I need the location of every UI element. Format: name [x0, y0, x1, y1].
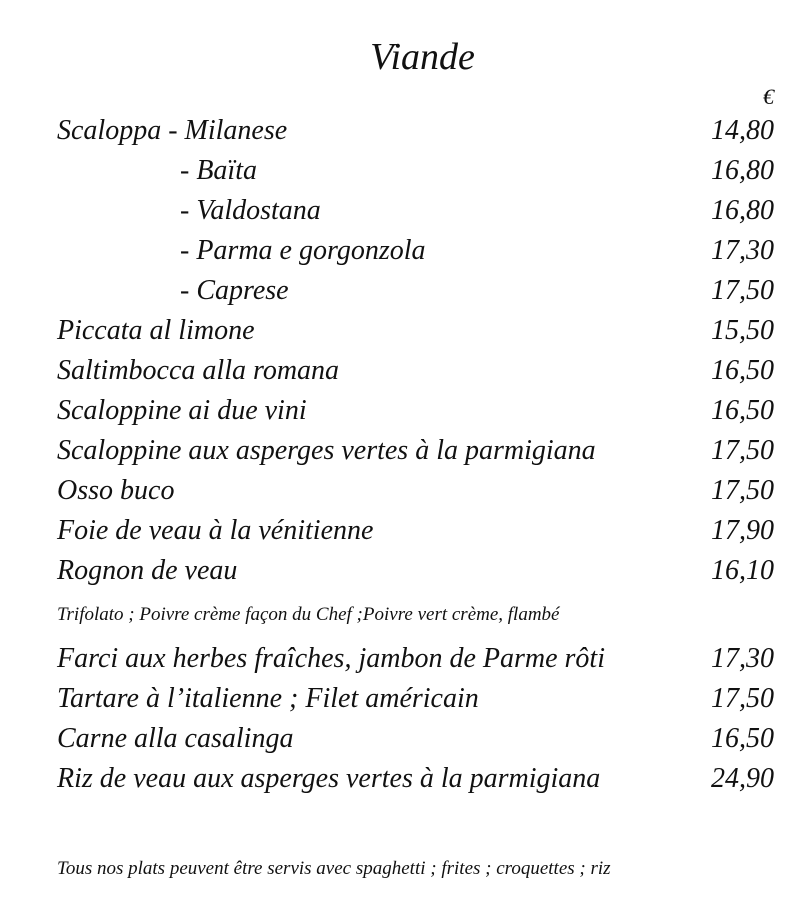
menu-item-name: Osso buco: [57, 475, 175, 506]
menu-item-price: 17,50: [711, 435, 774, 466]
menu-note-text: Trifolato ; Poivre crème façon du Chef ;Poivre vert crème, flambé: [57, 604, 560, 625]
menu-item-price: 17,90: [711, 515, 774, 546]
menu-item: [0, 311, 800, 351]
menu-item-price: 16,80: [711, 195, 774, 226]
menu-item-price: 17,50: [711, 475, 774, 506]
menu-item-name: Farci aux herbes fraîches, jambon de Parme rôti: [57, 643, 605, 674]
menu-item: [0, 351, 800, 391]
menu-item: [0, 231, 800, 271]
menu-item-price: 17,30: [711, 235, 774, 266]
menu-item-name: - Valdostana: [180, 195, 321, 226]
menu-item: [0, 391, 800, 431]
menu-item-price: 16,50: [711, 395, 774, 426]
menu-item: [0, 271, 800, 311]
menu-item-price: 17,50: [711, 275, 774, 306]
menu-item-name: - Baïta: [180, 155, 257, 186]
menu-list: [0, 111, 800, 799]
menu-item: [0, 151, 800, 191]
footer-note: Tous nos plats peuvent être servis avec spaghetti ; frites ; croquettes ; riz: [57, 858, 611, 879]
menu-item-name: Scaloppine ai due vini: [57, 395, 307, 426]
menu-item-price: 17,50: [711, 683, 774, 714]
menu-item-name: Piccata al limone: [57, 315, 255, 346]
menu-item-price: 15,50: [711, 315, 774, 346]
menu-item-price: 16,10: [711, 555, 774, 586]
menu-item: [0, 551, 800, 591]
menu-item-price: 17,30: [711, 643, 774, 674]
menu-item: [0, 639, 800, 679]
menu-item: [0, 111, 800, 151]
menu-item: [0, 679, 800, 719]
menu-item-name: Carne alla casalinga: [57, 723, 294, 754]
menu-item-name: Foie de veau à la vénitienne: [57, 515, 374, 546]
menu-item: [0, 471, 800, 511]
menu-note: [0, 591, 800, 639]
menu-item-name: Saltimbocca alla romana: [57, 355, 340, 386]
page-title: Viande: [370, 36, 475, 78]
menu-item: [0, 191, 800, 231]
menu-item-name: - Caprese: [180, 275, 289, 306]
menu-item-name: Rognon de veau: [57, 555, 238, 586]
menu-item: [0, 719, 800, 759]
menu-item-price: 16,80: [711, 155, 774, 186]
currency-symbol: €: [763, 84, 774, 109]
menu-item-name: - Parma e gorgonzola: [180, 235, 426, 266]
menu-item-name: Tartare à l’italienne ; Filet américain: [57, 683, 479, 714]
menu-item-name: Riz de veau aux asperges vertes à la parmigiana: [57, 763, 601, 794]
menu-item-name: Scaloppine aux asperges vertes à la parmigiana: [57, 435, 596, 466]
menu-item: [0, 759, 800, 799]
menu-item-price: 16,50: [711, 355, 774, 386]
menu-item-price: 16,50: [711, 723, 774, 754]
menu-item-name: Scaloppa - Milanese: [57, 115, 288, 146]
menu-item-price: 24,90: [711, 763, 774, 794]
menu-item-price: 14,80: [711, 115, 774, 146]
menu-item: [0, 431, 800, 471]
menu-item: [0, 511, 800, 551]
